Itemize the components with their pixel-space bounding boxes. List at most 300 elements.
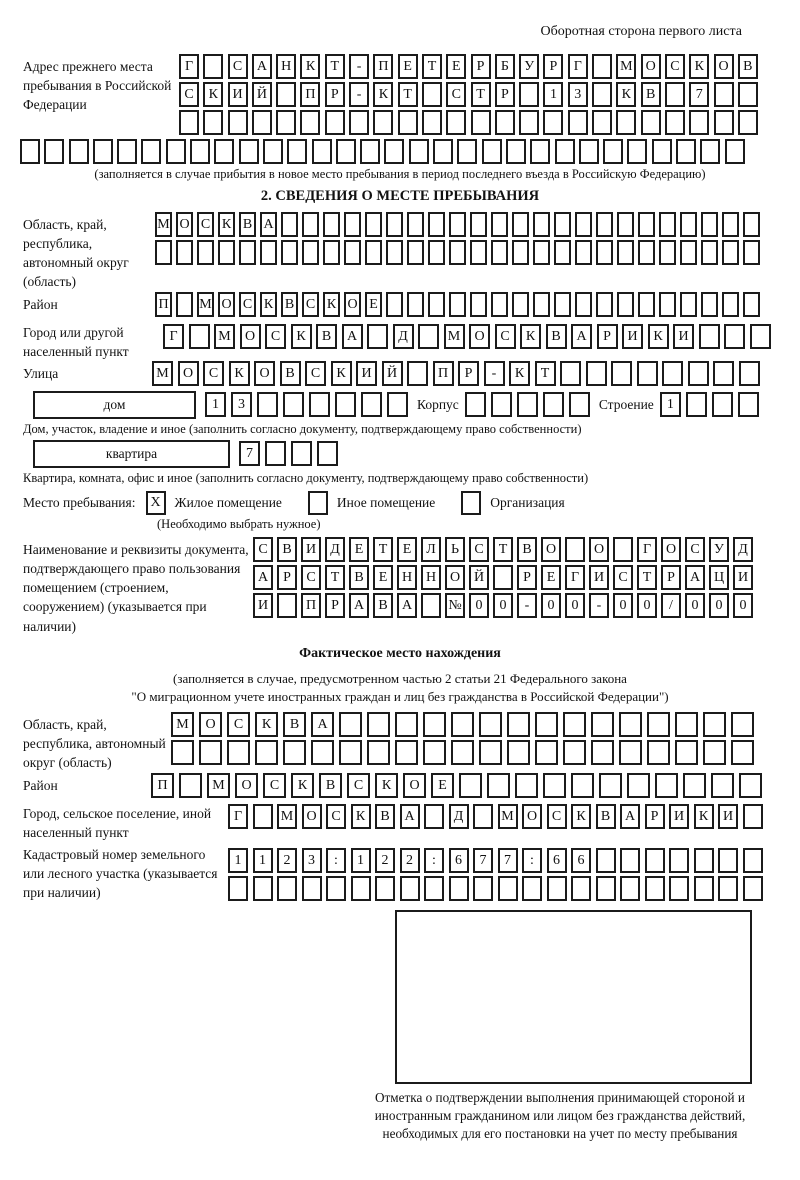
char-cell[interactable] bbox=[367, 324, 388, 349]
char-cell[interactable]: В bbox=[316, 324, 337, 349]
char-cell[interactable] bbox=[599, 773, 622, 798]
char-cell[interactable]: А bbox=[342, 324, 363, 349]
char-cell[interactable]: П bbox=[433, 361, 454, 386]
char-cell[interactable] bbox=[387, 392, 408, 417]
char-cell[interactable]: О bbox=[178, 361, 199, 386]
char-cell[interactable]: Р bbox=[597, 324, 618, 349]
char-cell[interactable] bbox=[428, 212, 445, 237]
char-cell[interactable] bbox=[311, 740, 334, 765]
char-cell[interactable]: Е bbox=[373, 565, 393, 590]
char-cell[interactable] bbox=[473, 876, 493, 901]
char-cell[interactable] bbox=[647, 712, 670, 737]
char-cell[interactable] bbox=[571, 773, 594, 798]
char-cell[interactable] bbox=[669, 848, 689, 873]
char-cell[interactable] bbox=[491, 292, 508, 317]
char-cell[interactable] bbox=[543, 773, 566, 798]
char-cell[interactable] bbox=[515, 773, 538, 798]
char-cell[interactable] bbox=[725, 139, 745, 164]
char-cell[interactable] bbox=[349, 110, 369, 135]
char-cell[interactable] bbox=[743, 848, 763, 873]
char-cell[interactable]: Г bbox=[163, 324, 184, 349]
char-cell[interactable]: В bbox=[280, 361, 301, 386]
char-cell[interactable] bbox=[155, 240, 172, 265]
char-cell[interactable]: О bbox=[541, 537, 561, 562]
char-cell[interactable]: В bbox=[596, 804, 616, 829]
char-cell[interactable]: 0 bbox=[613, 593, 633, 618]
char-cell[interactable] bbox=[317, 441, 338, 466]
char-cell[interactable] bbox=[395, 740, 418, 765]
char-cell[interactable]: И bbox=[622, 324, 643, 349]
char-cell[interactable] bbox=[613, 537, 633, 562]
char-cell[interactable]: П bbox=[151, 773, 174, 798]
char-cell[interactable]: К bbox=[229, 361, 250, 386]
char-cell[interactable]: 2 bbox=[375, 848, 395, 873]
char-cell[interactable] bbox=[659, 292, 676, 317]
char-cell[interactable] bbox=[386, 292, 403, 317]
char-cell[interactable] bbox=[171, 740, 194, 765]
char-cell[interactable]: И bbox=[718, 804, 738, 829]
char-cell[interactable] bbox=[203, 54, 223, 79]
char-cell[interactable] bbox=[694, 876, 714, 901]
char-cell[interactable] bbox=[722, 292, 739, 317]
char-cell[interactable]: У bbox=[519, 54, 539, 79]
char-cell[interactable] bbox=[433, 139, 453, 164]
char-cell[interactable]: Е bbox=[349, 537, 369, 562]
char-cell[interactable] bbox=[712, 392, 733, 417]
char-cell[interactable]: И bbox=[669, 804, 689, 829]
char-cell[interactable]: М bbox=[207, 773, 230, 798]
char-cell[interactable]: Р bbox=[325, 82, 345, 107]
char-cell[interactable]: Д bbox=[733, 537, 753, 562]
char-cell[interactable] bbox=[69, 139, 89, 164]
char-cell[interactable] bbox=[253, 876, 273, 901]
char-cell[interactable]: К bbox=[616, 82, 636, 107]
char-cell[interactable]: О bbox=[522, 804, 542, 829]
char-cell[interactable]: С bbox=[547, 804, 567, 829]
char-cell[interactable] bbox=[422, 82, 442, 107]
char-cell[interactable] bbox=[457, 139, 477, 164]
char-cell[interactable] bbox=[743, 292, 760, 317]
char-cell[interactable]: М bbox=[197, 292, 214, 317]
char-cell[interactable]: 1 bbox=[660, 392, 681, 417]
char-cell[interactable]: К bbox=[694, 804, 714, 829]
char-cell[interactable] bbox=[421, 593, 441, 618]
char-cell[interactable] bbox=[336, 139, 356, 164]
char-cell[interactable]: И bbox=[356, 361, 377, 386]
char-cell[interactable]: О bbox=[235, 773, 258, 798]
char-cell[interactable] bbox=[731, 712, 754, 737]
char-cell[interactable] bbox=[451, 740, 474, 765]
char-cell[interactable]: А bbox=[685, 565, 705, 590]
char-cell[interactable] bbox=[655, 773, 678, 798]
char-cell[interactable] bbox=[283, 392, 304, 417]
char-cell[interactable] bbox=[409, 139, 429, 164]
char-cell[interactable]: В bbox=[373, 593, 393, 618]
char-cell[interactable]: С bbox=[228, 54, 248, 79]
char-cell[interactable]: 6 bbox=[571, 848, 591, 873]
char-cell[interactable] bbox=[554, 292, 571, 317]
char-cell[interactable]: : bbox=[522, 848, 542, 873]
char-cell[interactable]: К bbox=[323, 292, 340, 317]
char-cell[interactable] bbox=[665, 82, 685, 107]
char-cell[interactable] bbox=[522, 876, 542, 901]
char-cell[interactable]: В bbox=[641, 82, 661, 107]
char-cell[interactable]: А bbox=[349, 593, 369, 618]
char-cell[interactable] bbox=[239, 139, 259, 164]
char-cell[interactable] bbox=[407, 292, 424, 317]
char-cell[interactable]: С bbox=[613, 565, 633, 590]
char-cell[interactable]: К bbox=[291, 773, 314, 798]
char-cell[interactable]: В bbox=[239, 212, 256, 237]
char-cell[interactable] bbox=[360, 139, 380, 164]
char-cell[interactable]: К bbox=[648, 324, 669, 349]
char-cell[interactable]: С bbox=[685, 537, 705, 562]
char-cell[interactable] bbox=[325, 110, 345, 135]
char-cell[interactable] bbox=[519, 110, 539, 135]
char-cell[interactable]: С bbox=[265, 324, 286, 349]
char-cell[interactable] bbox=[473, 804, 493, 829]
char-cell[interactable]: К bbox=[331, 361, 352, 386]
char-cell[interactable] bbox=[676, 139, 696, 164]
char-cell[interactable]: Р bbox=[325, 593, 345, 618]
char-cell[interactable] bbox=[176, 292, 193, 317]
char-cell[interactable] bbox=[596, 848, 616, 873]
char-cell[interactable] bbox=[512, 240, 529, 265]
char-cell[interactable]: 0 bbox=[709, 593, 729, 618]
char-cell[interactable] bbox=[367, 712, 390, 737]
char-cell[interactable]: - bbox=[517, 593, 537, 618]
char-cell[interactable] bbox=[591, 712, 614, 737]
char-cell[interactable] bbox=[465, 392, 486, 417]
char-cell[interactable]: : bbox=[424, 848, 444, 873]
char-cell[interactable]: 2 bbox=[277, 848, 297, 873]
char-cell[interactable]: К bbox=[255, 712, 278, 737]
char-cell[interactable]: О bbox=[254, 361, 275, 386]
char-cell[interactable] bbox=[199, 740, 222, 765]
char-cell[interactable]: Й bbox=[252, 82, 272, 107]
char-cell[interactable] bbox=[287, 139, 307, 164]
char-cell[interactable]: Е bbox=[365, 292, 382, 317]
char-cell[interactable] bbox=[665, 110, 685, 135]
char-cell[interactable]: С bbox=[301, 565, 321, 590]
char-cell[interactable] bbox=[533, 292, 550, 317]
char-cell[interactable]: Е bbox=[431, 773, 454, 798]
char-cell[interactable] bbox=[713, 361, 734, 386]
char-cell[interactable]: Й bbox=[382, 361, 403, 386]
char-cell[interactable]: И bbox=[253, 593, 273, 618]
char-cell[interactable] bbox=[428, 240, 445, 265]
char-cell[interactable] bbox=[470, 212, 487, 237]
char-cell[interactable]: Й bbox=[469, 565, 489, 590]
char-cell[interactable]: Р bbox=[645, 804, 665, 829]
char-cell[interactable] bbox=[283, 740, 306, 765]
char-cell[interactable] bbox=[724, 324, 745, 349]
char-cell[interactable]: А bbox=[260, 212, 277, 237]
char-cell[interactable]: - bbox=[349, 82, 369, 107]
char-cell[interactable] bbox=[491, 212, 508, 237]
char-cell[interactable] bbox=[645, 876, 665, 901]
char-cell[interactable]: М bbox=[444, 324, 465, 349]
char-cell[interactable] bbox=[339, 712, 362, 737]
char-cell[interactable] bbox=[302, 212, 319, 237]
char-cell[interactable] bbox=[302, 876, 322, 901]
char-cell[interactable] bbox=[291, 441, 312, 466]
char-cell[interactable]: О bbox=[641, 54, 661, 79]
char-cell[interactable] bbox=[638, 292, 655, 317]
char-cell[interactable]: И bbox=[673, 324, 694, 349]
char-cell[interactable] bbox=[711, 773, 734, 798]
char-cell[interactable]: К bbox=[509, 361, 530, 386]
char-cell[interactable]: Е bbox=[541, 565, 561, 590]
char-cell[interactable] bbox=[459, 773, 482, 798]
char-cell[interactable]: К bbox=[373, 82, 393, 107]
char-cell[interactable]: Б bbox=[495, 54, 515, 79]
char-cell[interactable]: А bbox=[571, 324, 592, 349]
char-cell[interactable] bbox=[276, 82, 296, 107]
char-cell[interactable] bbox=[616, 110, 636, 135]
char-cell[interactable]: О bbox=[661, 537, 681, 562]
char-cell[interactable] bbox=[506, 139, 526, 164]
char-cell[interactable] bbox=[365, 212, 382, 237]
char-cell[interactable] bbox=[700, 139, 720, 164]
char-cell[interactable]: А bbox=[253, 565, 273, 590]
char-cell[interactable]: Г bbox=[179, 54, 199, 79]
char-cell[interactable] bbox=[228, 110, 248, 135]
char-cell[interactable] bbox=[276, 110, 296, 135]
char-cell[interactable] bbox=[44, 139, 64, 164]
char-cell[interactable]: Н bbox=[276, 54, 296, 79]
char-cell[interactable] bbox=[176, 240, 193, 265]
char-cell[interactable] bbox=[449, 876, 469, 901]
char-cell[interactable] bbox=[493, 565, 513, 590]
char-cell[interactable] bbox=[407, 212, 424, 237]
char-cell[interactable] bbox=[218, 240, 235, 265]
char-cell[interactable] bbox=[507, 740, 530, 765]
char-cell[interactable] bbox=[386, 240, 403, 265]
char-cell[interactable]: К bbox=[291, 324, 312, 349]
char-cell[interactable]: 0 bbox=[541, 593, 561, 618]
char-cell[interactable]: П bbox=[155, 292, 172, 317]
char-cell[interactable] bbox=[446, 110, 466, 135]
char-cell[interactable]: 1 bbox=[351, 848, 371, 873]
char-cell[interactable]: 0 bbox=[637, 593, 657, 618]
char-cell[interactable] bbox=[227, 740, 250, 765]
char-cell[interactable]: 0 bbox=[685, 593, 705, 618]
char-cell[interactable]: Г bbox=[637, 537, 657, 562]
char-cell[interactable] bbox=[512, 292, 529, 317]
char-cell[interactable] bbox=[422, 110, 442, 135]
char-cell[interactable]: К bbox=[300, 54, 320, 79]
char-cell[interactable]: 6 bbox=[449, 848, 469, 873]
char-cell[interactable] bbox=[560, 361, 581, 386]
char-cell[interactable] bbox=[547, 876, 567, 901]
char-cell[interactable] bbox=[738, 392, 759, 417]
char-cell[interactable]: Н bbox=[397, 565, 417, 590]
char-cell[interactable] bbox=[543, 110, 563, 135]
char-cell[interactable]: О bbox=[199, 712, 222, 737]
char-cell[interactable] bbox=[659, 240, 676, 265]
char-cell[interactable] bbox=[701, 240, 718, 265]
char-cell[interactable] bbox=[398, 110, 418, 135]
char-cell[interactable] bbox=[335, 392, 356, 417]
char-cell[interactable]: Г bbox=[228, 804, 248, 829]
char-cell[interactable]: С bbox=[446, 82, 466, 107]
char-cell[interactable] bbox=[495, 110, 515, 135]
char-cell[interactable] bbox=[714, 82, 734, 107]
char-cell[interactable] bbox=[260, 240, 277, 265]
char-cell[interactable] bbox=[554, 212, 571, 237]
char-cell[interactable] bbox=[365, 240, 382, 265]
char-cell[interactable] bbox=[555, 139, 575, 164]
char-cell[interactable] bbox=[326, 876, 346, 901]
char-cell[interactable]: 1 bbox=[253, 848, 273, 873]
char-cell[interactable] bbox=[189, 324, 210, 349]
char-cell[interactable] bbox=[228, 876, 248, 901]
char-cell[interactable] bbox=[591, 740, 614, 765]
char-cell[interactable]: В bbox=[283, 712, 306, 737]
char-cell[interactable] bbox=[257, 392, 278, 417]
char-cell[interactable]: Т bbox=[471, 82, 491, 107]
char-cell[interactable] bbox=[563, 712, 586, 737]
char-cell[interactable]: Д bbox=[393, 324, 414, 349]
char-cell[interactable] bbox=[638, 212, 655, 237]
char-cell[interactable]: М bbox=[171, 712, 194, 737]
char-cell[interactable] bbox=[302, 240, 319, 265]
char-cell[interactable] bbox=[647, 740, 670, 765]
char-cell[interactable] bbox=[680, 212, 697, 237]
char-cell[interactable] bbox=[535, 740, 558, 765]
char-cell[interactable]: В bbox=[281, 292, 298, 317]
char-cell[interactable] bbox=[675, 712, 698, 737]
char-cell[interactable]: К bbox=[218, 212, 235, 237]
char-cell[interactable]: 2 bbox=[400, 848, 420, 873]
char-cell[interactable]: О bbox=[302, 804, 322, 829]
char-cell[interactable] bbox=[739, 361, 760, 386]
char-cell[interactable] bbox=[253, 804, 273, 829]
char-cell[interactable] bbox=[367, 740, 390, 765]
char-cell[interactable]: / bbox=[661, 593, 681, 618]
char-cell[interactable] bbox=[407, 240, 424, 265]
char-cell[interactable]: К bbox=[571, 804, 591, 829]
char-cell[interactable] bbox=[351, 876, 371, 901]
char-cell[interactable] bbox=[627, 139, 647, 164]
char-cell[interactable] bbox=[611, 361, 632, 386]
char-cell[interactable] bbox=[637, 361, 658, 386]
char-cell[interactable]: В bbox=[546, 324, 567, 349]
char-cell[interactable] bbox=[722, 212, 739, 237]
char-cell[interactable]: Е bbox=[397, 537, 417, 562]
char-cell[interactable]: 3 bbox=[302, 848, 322, 873]
char-cell[interactable] bbox=[714, 110, 734, 135]
char-cell[interactable]: О bbox=[589, 537, 609, 562]
char-cell[interactable]: С bbox=[665, 54, 685, 79]
char-cell[interactable] bbox=[323, 212, 340, 237]
char-cell[interactable] bbox=[596, 240, 613, 265]
char-cell[interactable]: - bbox=[484, 361, 505, 386]
char-cell[interactable] bbox=[596, 292, 613, 317]
char-cell[interactable] bbox=[203, 110, 223, 135]
char-cell[interactable] bbox=[659, 212, 676, 237]
char-cell[interactable] bbox=[592, 82, 612, 107]
char-cell[interactable] bbox=[680, 240, 697, 265]
char-cell[interactable]: Г bbox=[568, 54, 588, 79]
char-cell[interactable] bbox=[596, 876, 616, 901]
char-cell[interactable] bbox=[339, 740, 362, 765]
char-cell[interactable] bbox=[683, 773, 706, 798]
char-cell[interactable] bbox=[166, 139, 186, 164]
char-cell[interactable]: М bbox=[616, 54, 636, 79]
char-cell[interactable]: Ц bbox=[709, 565, 729, 590]
char-cell[interactable] bbox=[491, 392, 512, 417]
char-cell[interactable] bbox=[592, 110, 612, 135]
char-cell[interactable]: С bbox=[263, 773, 286, 798]
char-cell[interactable] bbox=[277, 876, 297, 901]
char-cell[interactable] bbox=[731, 740, 754, 765]
char-cell[interactable] bbox=[530, 139, 550, 164]
char-cell[interactable] bbox=[563, 740, 586, 765]
char-cell[interactable]: 6 bbox=[547, 848, 567, 873]
char-cell[interactable]: 0 bbox=[733, 593, 753, 618]
char-cell[interactable] bbox=[141, 139, 161, 164]
char-cell[interactable] bbox=[554, 240, 571, 265]
char-cell[interactable] bbox=[361, 392, 382, 417]
char-cell[interactable] bbox=[20, 139, 40, 164]
char-cell[interactable] bbox=[533, 240, 550, 265]
char-cell[interactable] bbox=[479, 712, 502, 737]
char-cell[interactable]: И bbox=[589, 565, 609, 590]
char-cell[interactable] bbox=[617, 240, 634, 265]
char-cell[interactable]: - bbox=[349, 54, 369, 79]
char-cell[interactable]: В bbox=[738, 54, 758, 79]
char-cell[interactable]: М bbox=[152, 361, 173, 386]
char-cell[interactable]: Т bbox=[422, 54, 442, 79]
char-cell[interactable]: В bbox=[375, 804, 395, 829]
char-cell[interactable] bbox=[718, 876, 738, 901]
char-cell[interactable] bbox=[519, 82, 539, 107]
char-cell[interactable] bbox=[418, 324, 439, 349]
char-cell[interactable]: 7 bbox=[689, 82, 709, 107]
char-cell[interactable]: Т bbox=[325, 565, 345, 590]
char-cell[interactable]: А bbox=[620, 804, 640, 829]
char-cell[interactable]: Т bbox=[325, 54, 345, 79]
char-cell[interactable]: К bbox=[203, 82, 223, 107]
char-cell[interactable] bbox=[323, 240, 340, 265]
char-cell[interactable] bbox=[743, 240, 760, 265]
char-cell[interactable] bbox=[575, 212, 592, 237]
char-cell[interactable] bbox=[449, 212, 466, 237]
char-cell[interactable] bbox=[617, 292, 634, 317]
char-cell[interactable]: С bbox=[227, 712, 250, 737]
char-cell[interactable] bbox=[641, 110, 661, 135]
char-cell[interactable] bbox=[722, 240, 739, 265]
char-cell[interactable] bbox=[498, 876, 518, 901]
char-cell[interactable] bbox=[619, 712, 642, 737]
char-cell[interactable] bbox=[619, 740, 642, 765]
char-cell[interactable] bbox=[703, 740, 726, 765]
char-cell[interactable]: О bbox=[469, 324, 490, 349]
char-cell[interactable] bbox=[487, 773, 510, 798]
checkbox-residential[interactable]: X bbox=[146, 491, 166, 515]
char-cell[interactable]: С bbox=[326, 804, 346, 829]
char-cell[interactable] bbox=[386, 212, 403, 237]
char-cell[interactable] bbox=[571, 876, 591, 901]
char-cell[interactable] bbox=[93, 139, 113, 164]
char-cell[interactable] bbox=[407, 361, 428, 386]
char-cell[interactable]: С bbox=[302, 292, 319, 317]
char-cell[interactable]: О bbox=[403, 773, 426, 798]
checkbox-other-premises[interactable] bbox=[308, 491, 328, 515]
char-cell[interactable] bbox=[179, 110, 199, 135]
